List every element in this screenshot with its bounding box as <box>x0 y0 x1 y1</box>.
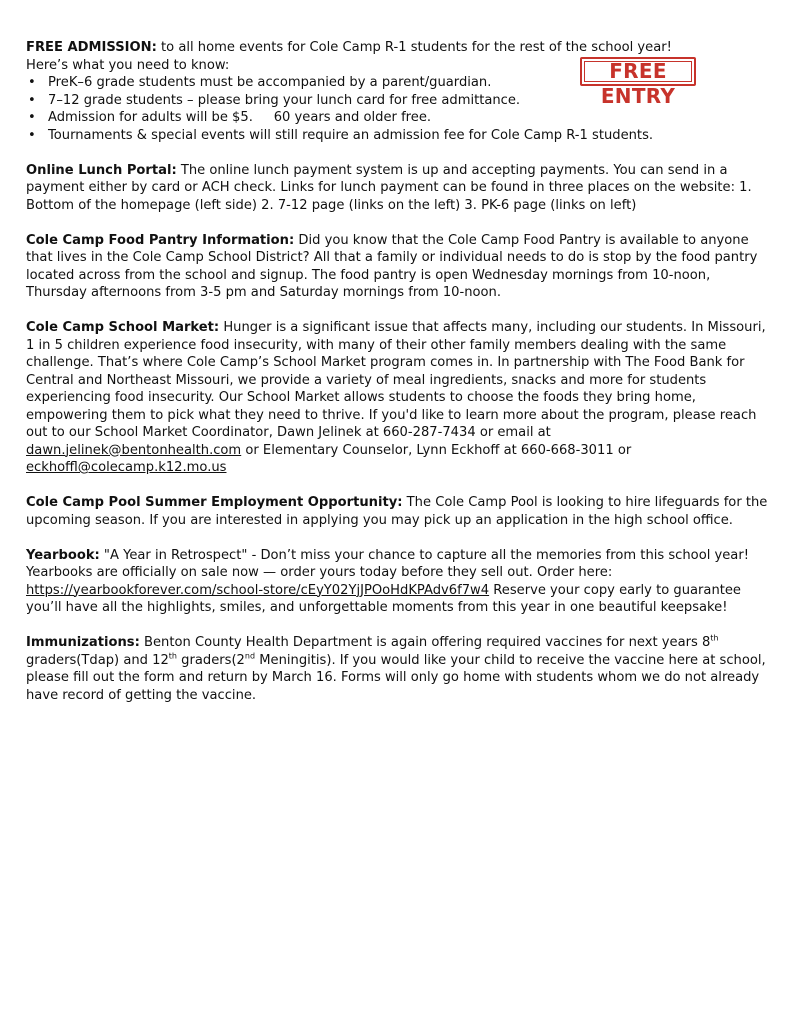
pantry-heading: Cole Camp Food Pantry Information: <box>26 232 295 248</box>
lunch-heading: Online Lunch Portal: <box>26 162 177 178</box>
yearbook-link[interactable]: https://yearbookforever.com/school-store/cEyY02YjJPOoHdKPAdv6f7w4 <box>26 582 490 598</box>
yearbook-body-2: Reserve your copy early to guarantee you’ll have all the highlights, smiles, and unforgettable moments from this year in one beautiful keepsake! <box>26 582 741 615</box>
yearbook-section <box>26 547 768 617</box>
market-heading: Cole Camp School Market: <box>26 320 220 335</box>
market-body-2: or Elementary Counselor, Lynn Eckhoff at 660-668-3011 or <box>241 442 632 458</box>
yearbook-heading: Yearbook: <box>26 547 100 563</box>
admission-lead: to all home events for Cole Camp R-1 students for the rest of the school year! <box>156 40 672 55</box>
list-item: • Admission for adults will be $5. 60 years and older free. <box>48 109 768 127</box>
market-email-link-1[interactable]: dawn.jelinek@bentonhealth.com <box>26 442 242 458</box>
immunizations-section <box>26 634 768 704</box>
immunizations-text-2: graders(Tdap) and 12 <box>26 652 169 668</box>
admission-list <box>26 74 768 144</box>
ordinal-suffix: th <box>710 633 719 643</box>
ordinal-suffix: nd <box>244 651 256 661</box>
immunizations-text-3: graders(2 <box>177 652 245 668</box>
pool-heading: Cole Camp Pool Summer Employment Opportunity: <box>26 495 403 510</box>
list-item: • 7–12 grade students – please bring your lunch card for free admittance. <box>48 92 768 110</box>
admission-section <box>26 39 768 144</box>
lunch-section <box>26 162 768 215</box>
admission-paragraph <box>26 39 768 57</box>
admission-heading: FREE ADMISSION: <box>26 40 157 55</box>
pool-body: The Cole Camp Pool is looking to hire lifeguards for the upcoming season. If you are interested in applying you may pick up an application in the high school office. <box>26 495 768 528</box>
immunizations-text-4: Meningitis). If you would like your child to receive the vaccine here at school, please fill out the form and return by March 16. Forms will only go home with students whom we do not already have record of getting the vaccine. <box>26 652 766 703</box>
lunch-body: The online lunch payment system is up and accepting payments. You can send in a payment either by card or ACH check. Links for lunch payment can be found in three places on the website: 1. Bottom of the homepage (left side) 2. 7-12 page (links on the left) 3. PK-6 page (links on left) <box>26 162 752 213</box>
newsletter-page <box>26 39 768 704</box>
stamp-label: FREE ENTRY <box>600 59 676 108</box>
immunizations-heading: Immunizations: <box>26 635 140 650</box>
yearbook-body-1: "A Year in Retrospect" - Don’t miss your chance to capture all the memories from this school year! Yearbooks are officially on sale now — order yours today before they sell out. Order here: <box>26 547 749 580</box>
list-item: • Tournaments & special events will still require an admission fee for Cole Camp R-1 students. <box>48 127 768 145</box>
list-item: • PreK–6 grade students must be accompanied by a parent/guardian. <box>48 74 768 92</box>
admission-intro: Here’s what you need to know: <box>26 57 230 73</box>
pantry-body: Did you know that the Cole Camp Food Pantry is available to anyone that lives in the Cole Camp School District? All that a family or individual needs to do is stop by the food pantry located across from the school and signup. The food pantry is open Wednesday mornings from 10-noon, Thursday afternoons from 3-5 pm and Saturday mornings from 10-noon. <box>26 232 758 300</box>
market-body-1: Hunger is a significant issue that affects many, including our students. In Missouri, 1 in 5 children experience food insecurity, with many of their other family members dealing with the same challenge. That’s where Cole Camp’s School Market program comes in. In partnership with The Food Bank for Central and Northeast Missouri, we provide a variety of meal ingredients, snacks and more for students experiencing food insecurity. Our School Market allows students to choose the foods they bring home, empowering them to pick what they need to thrive. If you'd like to learn more about the program, please reach out to our School Market Coordinator, Dawn Jelinek at 660-287-7434 or email at <box>26 320 766 440</box>
immunizations-text-1: Benton County Health Department is again offering required vaccines for next years 8 <box>139 635 711 650</box>
pool-section <box>26 494 768 529</box>
market-section <box>26 319 768 477</box>
pantry-section <box>26 232 768 302</box>
market-email-link-2[interactable]: eckhoffl@colecamp.k12.mo.us <box>26 460 227 475</box>
ordinal-suffix: th <box>168 651 177 661</box>
